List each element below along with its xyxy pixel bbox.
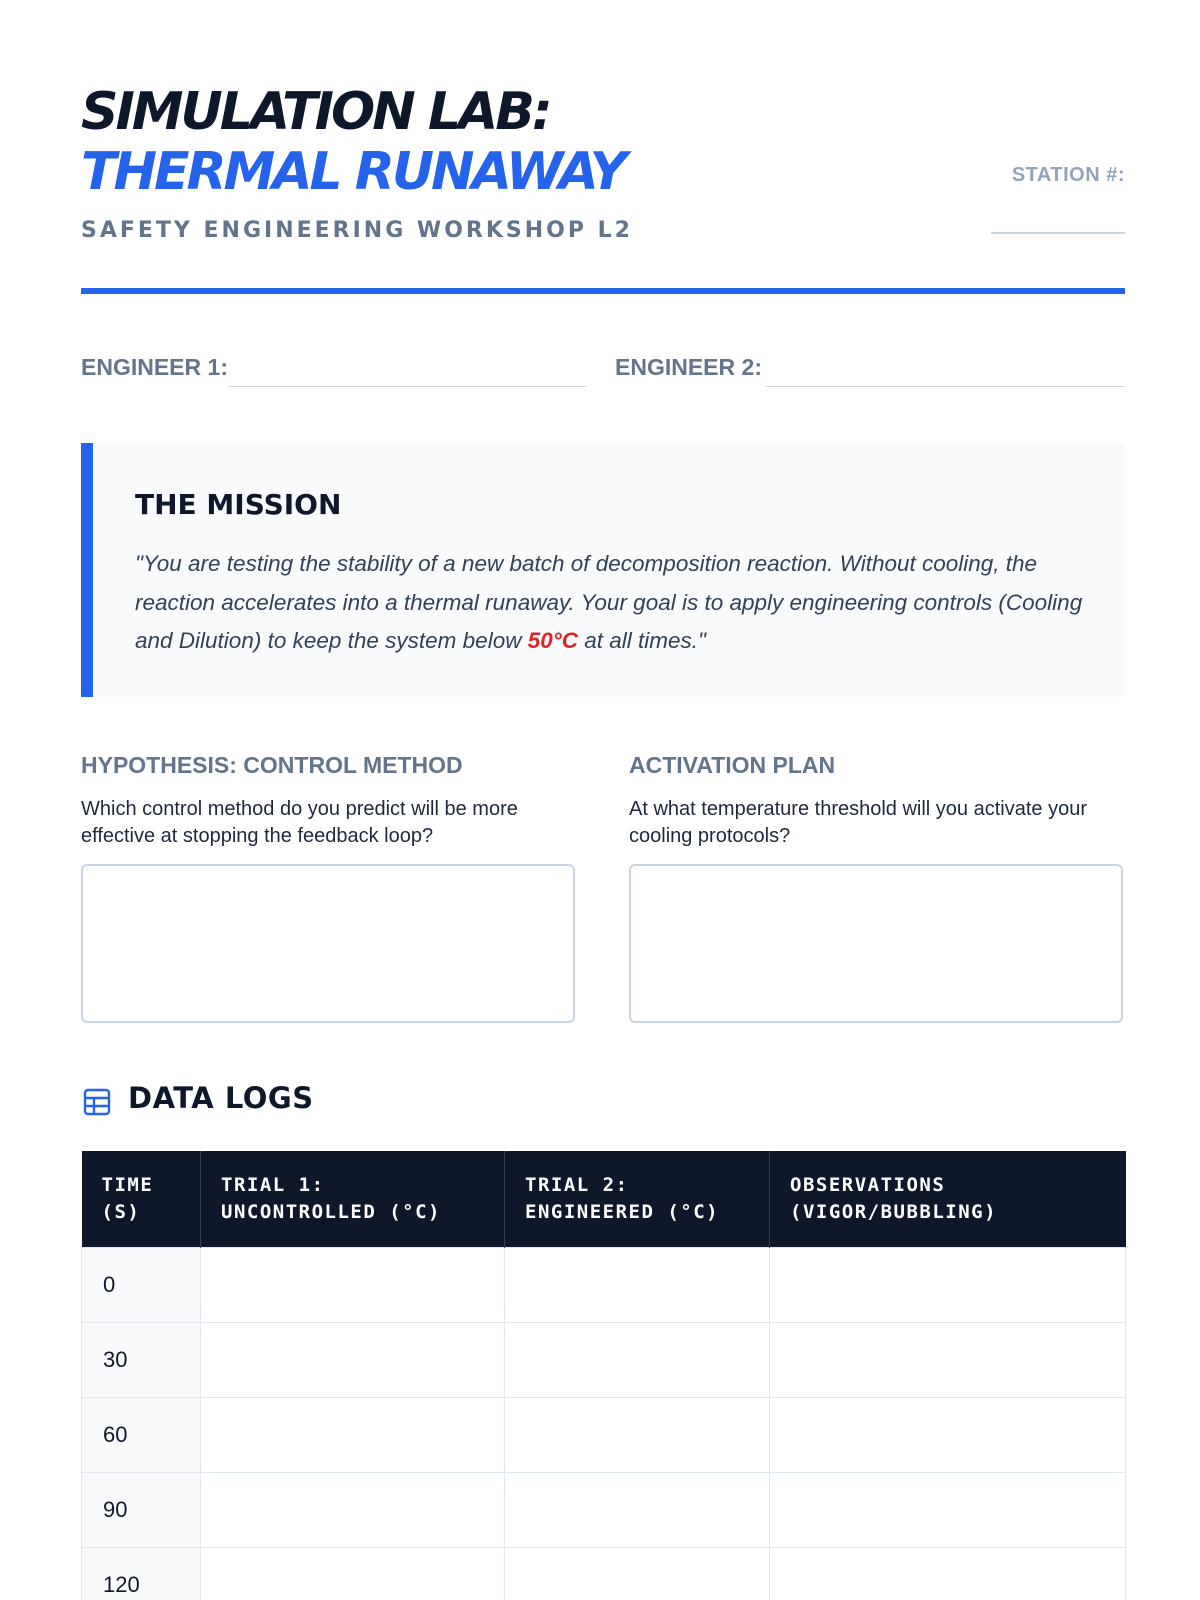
engineer1-input-line[interactable]: [229, 386, 586, 387]
column-header-trial1: TRIAL 1: UNCONTROLLED (°C): [201, 1151, 505, 1247]
station-input-line[interactable]: [991, 232, 1125, 234]
data-logs-title: DATA LOGS: [128, 1081, 314, 1115]
table-row: [82, 1322, 1126, 1397]
observations-cell[interactable]: [770, 1247, 1126, 1322]
observations-cell[interactable]: [770, 1547, 1126, 1600]
time-cell: 0: [82, 1247, 201, 1322]
trial2-cell[interactable]: [505, 1397, 770, 1472]
hypothesis-title: HYPOTHESIS: CONTROL METHOD: [81, 752, 463, 778]
mission-text-intro: "You are testing the stability of a new batch of decomposition reaction. Without cooling, the reaction accelerates into a thermal runaway. Your goal is to apply engineering controls (Cooling and Dilution) to keep the system below: [135, 551, 1083, 653]
activation-question: At what temperature threshold will you activate your cooling protocols?: [629, 798, 1087, 847]
table-row: [82, 1397, 1126, 1472]
page-title-line2: THERMAL RUNAWAY: [81, 142, 625, 202]
hypothesis-question: Which control method do you predict will be more effective at stopping the feedback loop?: [81, 798, 518, 847]
mission-title: THE MISSION: [135, 488, 342, 521]
trial1-cell[interactable]: [201, 1322, 505, 1397]
engineer2-label: ENGINEER 2:: [615, 354, 762, 380]
activation-answer-box[interactable]: [629, 864, 1123, 1023]
engineer2-input-line[interactable]: [766, 386, 1125, 387]
mission-text-end: at all times.": [578, 628, 707, 653]
column-header-time: TIME (S): [82, 1151, 201, 1247]
table-header-row: [82, 1151, 1126, 1247]
table-row: [82, 1472, 1126, 1547]
time-cell: 90: [82, 1472, 201, 1547]
time-cell: 60: [82, 1397, 201, 1472]
time-cell: 30: [82, 1322, 201, 1397]
header-divider: [81, 288, 1125, 294]
activation-title: ACTIVATION PLAN: [629, 752, 836, 778]
page-title-line1: SIMULATION LAB:: [81, 82, 550, 142]
observations-cell[interactable]: [770, 1397, 1126, 1472]
hypothesis-answer-box[interactable]: [81, 864, 575, 1023]
mission-callout: [81, 443, 1125, 697]
data-log-table: [81, 1151, 1126, 1600]
table-row: [82, 1247, 1126, 1322]
table-row: [82, 1547, 1126, 1600]
station-label: STATION #:: [1011, 164, 1125, 186]
trial2-cell[interactable]: [505, 1247, 770, 1322]
trial1-cell[interactable]: [201, 1472, 505, 1547]
page-subtitle: SAFETY ENGINEERING WORKSHOP L2: [81, 218, 633, 243]
trial2-cell[interactable]: [505, 1472, 770, 1547]
trial1-cell[interactable]: [201, 1247, 505, 1322]
observations-cell[interactable]: [770, 1472, 1126, 1547]
engineer1-label: ENGINEER 1:: [81, 354, 228, 380]
trial1-cell[interactable]: [201, 1397, 505, 1472]
mission-text: [135, 545, 1095, 661]
trial1-cell[interactable]: [201, 1547, 505, 1600]
time-cell: 120: [82, 1547, 201, 1600]
column-header-trial2: TRIAL 2: ENGINEERED (°C): [505, 1151, 770, 1247]
observations-cell[interactable]: [770, 1322, 1126, 1397]
mission-temperature-limit: 50°C: [527, 628, 578, 653]
worksheet-page: [81, 0, 1125, 1600]
table-grid-icon: [83, 1088, 111, 1116]
trial2-cell[interactable]: [505, 1322, 770, 1397]
column-header-observations: OBSERVATIONS (VIGOR/BUBBLING): [770, 1151, 1126, 1247]
trial2-cell[interactable]: [505, 1547, 770, 1600]
